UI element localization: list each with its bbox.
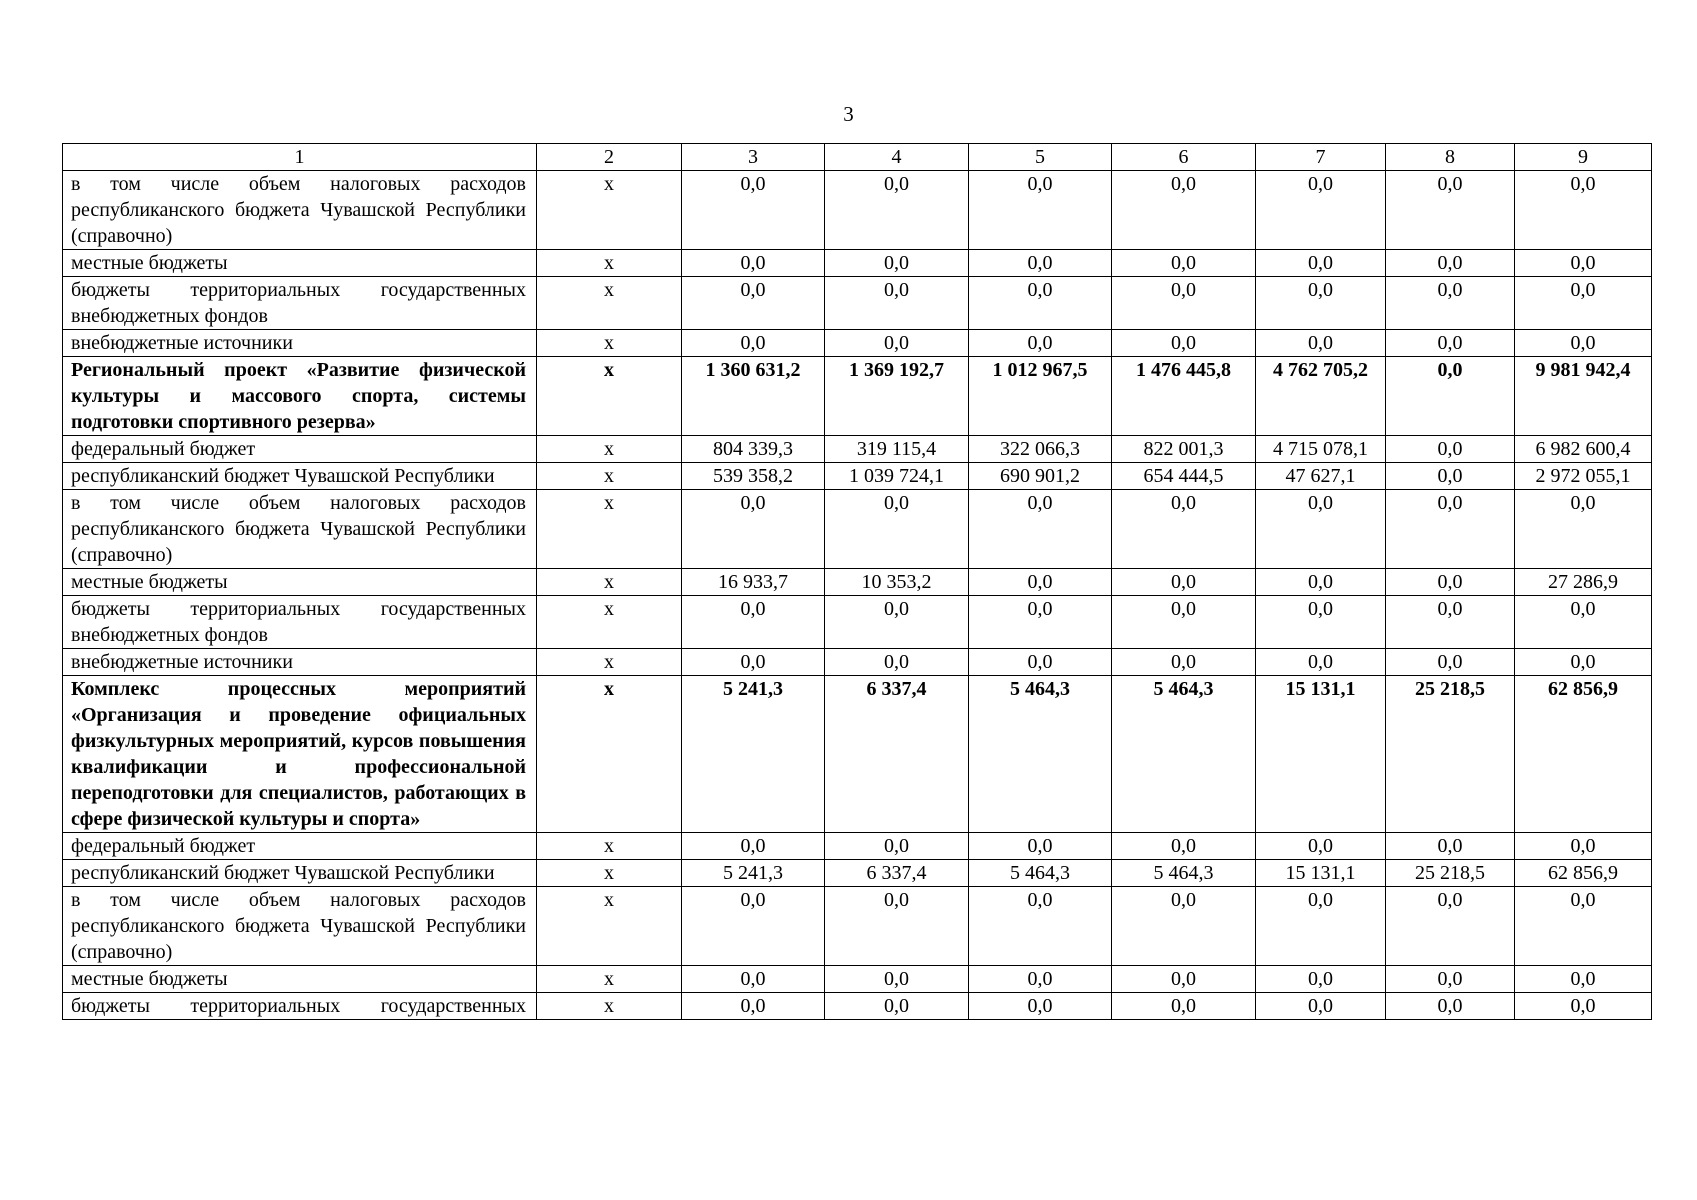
row-code-cell: х	[537, 596, 682, 649]
amount-cell: 0,0	[1386, 833, 1515, 860]
column-number-row	[63, 144, 1652, 171]
row-label: в том числе объем налоговых расходов республиканского бюджета Чувашской Республики (справочно)	[63, 490, 537, 569]
amount-cell: 0,0	[1386, 250, 1515, 277]
amount-cell: 6 337,4	[825, 860, 969, 887]
amount-cell: 47 627,1	[1256, 463, 1386, 490]
amount-cell: 0,0	[1386, 330, 1515, 357]
amount-cell: 0,0	[1386, 436, 1515, 463]
table-row	[63, 171, 1652, 250]
amount-cell: 0,0	[1386, 277, 1515, 330]
table-row	[63, 993, 1652, 1020]
amount-cell: 0,0	[969, 171, 1112, 250]
amount-cell: 0,0	[825, 833, 969, 860]
row-code-cell: х	[537, 833, 682, 860]
amount-cell: 0,0	[682, 171, 825, 250]
amount-cell: 9 981 942,4	[1515, 357, 1652, 436]
amount-cell: 0,0	[682, 330, 825, 357]
amount-cell: 0,0	[1515, 330, 1652, 357]
amount-cell: 0,0	[1386, 463, 1515, 490]
amount-cell: 0,0	[1256, 887, 1386, 966]
amount-cell: 0,0	[682, 966, 825, 993]
row-label: в том числе объем налоговых расходов республиканского бюджета Чувашской Республики (справочно)	[63, 171, 537, 250]
row-code-cell: х	[537, 966, 682, 993]
column-header: 5	[969, 144, 1112, 171]
amount-cell: 0,0	[1112, 569, 1256, 596]
row-code-cell: х	[537, 860, 682, 887]
amount-cell: 0,0	[1386, 596, 1515, 649]
amount-cell: 2 972 055,1	[1515, 463, 1652, 490]
page-number: 3	[843, 102, 854, 126]
amount-cell: 0,0	[825, 250, 969, 277]
amount-cell: 0,0	[1386, 490, 1515, 569]
amount-cell: 0,0	[682, 887, 825, 966]
amount-cell: 1 039 724,1	[825, 463, 969, 490]
row-label: федеральный бюджет	[63, 436, 537, 463]
amount-cell: 0,0	[1256, 966, 1386, 993]
amount-cell: 0,0	[1515, 649, 1652, 676]
table-row	[63, 490, 1652, 569]
amount-cell: 5 241,3	[682, 860, 825, 887]
amount-cell: 0,0	[1112, 833, 1256, 860]
amount-cell: 0,0	[1515, 250, 1652, 277]
row-code-cell: х	[537, 171, 682, 250]
amount-cell: 0,0	[682, 250, 825, 277]
amount-cell: 0,0	[825, 993, 969, 1020]
amount-cell: 0,0	[1112, 887, 1256, 966]
amount-cell: 0,0	[969, 649, 1112, 676]
row-code-cell: х	[537, 676, 682, 833]
amount-cell: 0,0	[1256, 649, 1386, 676]
amount-cell: 0,0	[1515, 277, 1652, 330]
amount-cell: 0,0	[682, 993, 825, 1020]
amount-cell: 0,0	[1112, 966, 1256, 993]
amount-cell: 0,0	[969, 596, 1112, 649]
row-label: республиканский бюджет Чувашской Республики	[63, 463, 537, 490]
column-header: 7	[1256, 144, 1386, 171]
amount-cell: 0,0	[1256, 250, 1386, 277]
row-label: республиканский бюджет Чувашской Республики	[63, 860, 537, 887]
table-row	[63, 277, 1652, 330]
row-label: бюджеты территориальных государственных	[63, 993, 537, 1020]
table-row	[63, 569, 1652, 596]
amount-cell: 822 001,3	[1112, 436, 1256, 463]
table-row	[63, 860, 1652, 887]
amount-cell: 0,0	[1256, 277, 1386, 330]
row-code-cell: х	[537, 993, 682, 1020]
table-row	[63, 463, 1652, 490]
column-header: 3	[682, 144, 825, 171]
amount-cell: 0,0	[969, 833, 1112, 860]
amount-cell: 804 339,3	[682, 436, 825, 463]
table-row	[63, 966, 1652, 993]
amount-cell: 0,0	[1256, 490, 1386, 569]
row-label: Региональный проект «Развитие физической культуры и массового спорта, системы подготовки спортивного резерва»	[63, 357, 537, 436]
table-body	[63, 171, 1652, 1020]
amount-cell: 0,0	[969, 887, 1112, 966]
amount-cell: 62 856,9	[1515, 676, 1652, 833]
row-label: в том числе объем налоговых расходов республиканского бюджета Чувашской Республики (справочно)	[63, 887, 537, 966]
amount-cell: 0,0	[1515, 887, 1652, 966]
amount-cell: 5 464,3	[1112, 676, 1256, 833]
amount-cell: 0,0	[1112, 277, 1256, 330]
amount-cell: 0,0	[1112, 171, 1256, 250]
amount-cell: 0,0	[682, 833, 825, 860]
amount-cell: 0,0	[825, 966, 969, 993]
amount-cell: 0,0	[682, 490, 825, 569]
amount-cell: 0,0	[969, 330, 1112, 357]
amount-cell: 15 131,1	[1256, 676, 1386, 833]
row-label: бюджеты территориальных государственных внебюджетных фондов	[63, 596, 537, 649]
amount-cell: 0,0	[1515, 171, 1652, 250]
amount-cell: 25 218,5	[1386, 676, 1515, 833]
row-label: местные бюджеты	[63, 966, 537, 993]
amount-cell: 0,0	[1386, 569, 1515, 596]
amount-cell: 25 218,5	[1386, 860, 1515, 887]
amount-cell: 319 115,4	[825, 436, 969, 463]
table-row	[63, 833, 1652, 860]
amount-cell: 5 464,3	[1112, 860, 1256, 887]
amount-cell: 0,0	[1515, 490, 1652, 569]
amount-cell: 0,0	[969, 569, 1112, 596]
amount-cell: 0,0	[825, 887, 969, 966]
row-code-cell: х	[537, 463, 682, 490]
amount-cell: 5 241,3	[682, 676, 825, 833]
amount-cell: 690 901,2	[969, 463, 1112, 490]
amount-cell: 0,0	[825, 649, 969, 676]
column-header: 4	[825, 144, 969, 171]
row-code-cell: х	[537, 490, 682, 569]
row-label: внебюджетные источники	[63, 649, 537, 676]
amount-cell: 6 337,4	[825, 676, 969, 833]
amount-cell: 62 856,9	[1515, 860, 1652, 887]
amount-cell: 0,0	[1386, 357, 1515, 436]
row-code-cell: х	[537, 569, 682, 596]
table-row	[63, 250, 1652, 277]
amount-cell: 0,0	[1112, 250, 1256, 277]
row-code-cell: х	[537, 436, 682, 463]
amount-cell: 539 358,2	[682, 463, 825, 490]
amount-cell: 16 933,7	[682, 569, 825, 596]
column-header: 9	[1515, 144, 1652, 171]
column-header: 1	[63, 144, 537, 171]
row-code-cell: х	[537, 250, 682, 277]
amount-cell: 0,0	[682, 596, 825, 649]
amount-cell: 10 353,2	[825, 569, 969, 596]
section-row	[63, 357, 1652, 436]
amount-cell: 0,0	[969, 250, 1112, 277]
amount-cell: 0,0	[1386, 993, 1515, 1020]
amount-cell: 0,0	[1386, 649, 1515, 676]
amount-cell: 0,0	[1515, 596, 1652, 649]
amount-cell: 4 762 705,2	[1256, 357, 1386, 436]
amount-cell: 0,0	[1112, 330, 1256, 357]
amount-cell: 0,0	[1256, 993, 1386, 1020]
table-row	[63, 649, 1652, 676]
row-label: бюджеты территориальных государственных внебюджетных фондов	[63, 277, 537, 330]
amount-cell: 0,0	[1515, 993, 1652, 1020]
amount-cell: 0,0	[1386, 966, 1515, 993]
amount-cell: 0,0	[1112, 649, 1256, 676]
amount-cell: 1 012 967,5	[969, 357, 1112, 436]
amount-cell: 0,0	[825, 596, 969, 649]
table-row	[63, 330, 1652, 357]
amount-cell: 0,0	[1112, 490, 1256, 569]
amount-cell: 0,0	[1112, 993, 1256, 1020]
amount-cell: 0,0	[1515, 833, 1652, 860]
amount-cell: 6 982 600,4	[1515, 436, 1652, 463]
funding-table	[62, 143, 1652, 1020]
amount-cell: 0,0	[969, 277, 1112, 330]
row-code-cell: х	[537, 887, 682, 966]
row-code-cell: х	[537, 357, 682, 436]
amount-cell: 0,0	[1256, 330, 1386, 357]
table-row	[63, 887, 1652, 966]
amount-cell: 0,0	[1515, 966, 1652, 993]
amount-cell: 0,0	[825, 171, 969, 250]
amount-cell: 1 476 445,8	[1112, 357, 1256, 436]
amount-cell: 15 131,1	[1256, 860, 1386, 887]
amount-cell: 27 286,9	[1515, 569, 1652, 596]
amount-cell: 0,0	[825, 277, 969, 330]
amount-cell: 322 066,3	[969, 436, 1112, 463]
table-row	[63, 596, 1652, 649]
amount-cell: 0,0	[969, 966, 1112, 993]
amount-cell: 654 444,5	[1112, 463, 1256, 490]
row-label: Комплекс процессных мероприятий «Организация и проведение официальных физкультурных мероприятий, курсов повышения квалификации и профессиональной переподготовки для специалистов, работающих в сфере физической культуры и спорта»	[63, 676, 537, 833]
amount-cell: 4 715 078,1	[1256, 436, 1386, 463]
amount-cell: 0,0	[969, 490, 1112, 569]
row-label: местные бюджеты	[63, 250, 537, 277]
column-header: 8	[1386, 144, 1515, 171]
row-code-cell: х	[537, 330, 682, 357]
amount-cell: 0,0	[682, 649, 825, 676]
amount-cell: 0,0	[682, 277, 825, 330]
column-header: 2	[537, 144, 682, 171]
amount-cell: 5 464,3	[969, 676, 1112, 833]
amount-cell: 0,0	[825, 330, 969, 357]
amount-cell: 0,0	[969, 993, 1112, 1020]
amount-cell: 0,0	[1112, 596, 1256, 649]
column-header: 6	[1112, 144, 1256, 171]
amount-cell: 0,0	[825, 490, 969, 569]
section-row	[63, 676, 1652, 833]
amount-cell: 0,0	[1256, 569, 1386, 596]
row-label: федеральный бюджет	[63, 833, 537, 860]
amount-cell: 0,0	[1256, 596, 1386, 649]
amount-cell: 5 464,3	[969, 860, 1112, 887]
row-code-cell: х	[537, 277, 682, 330]
amount-cell: 1 360 631,2	[682, 357, 825, 436]
amount-cell: 1 369 192,7	[825, 357, 969, 436]
table-row	[63, 436, 1652, 463]
amount-cell: 0,0	[1256, 833, 1386, 860]
row-label: местные бюджеты	[63, 569, 537, 596]
amount-cell: 0,0	[1386, 171, 1515, 250]
amount-cell: 0,0	[1256, 171, 1386, 250]
row-label: внебюджетные источники	[63, 330, 537, 357]
amount-cell: 0,0	[1386, 887, 1515, 966]
row-code-cell: х	[537, 649, 682, 676]
